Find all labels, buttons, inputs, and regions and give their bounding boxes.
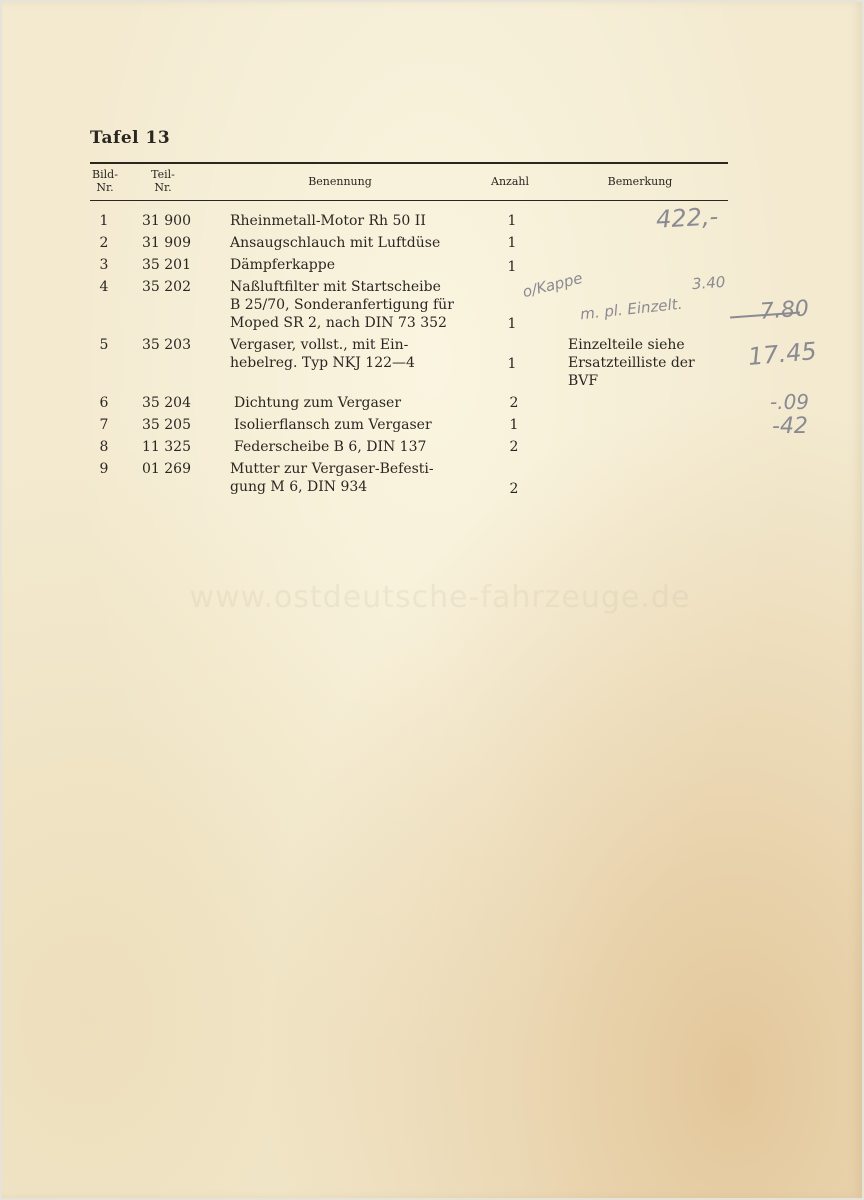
header-teil-nr: Teil- Nr. [151,168,175,194]
handwritten-note: o/Kappe [520,268,585,302]
cell-bild: 7 [99,417,109,433]
cell-anzahl: 2 [509,481,519,497]
handwritten-price: 17.45 [746,337,818,371]
cell-anzahl: 1 [509,417,519,433]
cell-anzahl: 1 [507,356,517,372]
cell-anzahl: 2 [509,439,519,455]
cell-teil: 31 900 [142,213,191,229]
cell-benennung: Dämpferkappe [230,257,336,273]
cell-benennung: Isolierflansch zum Vergaser [234,417,432,433]
cell-anzahl: 1 [507,213,517,229]
cell-anzahl: 1 [507,259,517,275]
handwritten-price: -42 [772,414,808,439]
cell-bild: 9 [99,461,109,477]
table-header-rule [90,200,728,201]
cell-teil: 01 269 [142,461,191,477]
cell-teil: 35 203 [142,337,191,353]
cell-benennung: Naßluftfilter mit Startscheibe B 25/70, Sonderanfertigung für Moped SR 2, nach DIN 73 352 [230,279,454,331]
cell-bild: 5 [99,337,109,353]
handwritten-price: 3.40 [691,272,726,294]
cell-bild: 1 [99,213,109,229]
header-anzahl: Anzahl [491,175,529,188]
watermark: www.ostdeutsche-fahrzeuge.de [189,580,691,615]
header-benennung: Benennung [308,175,372,188]
cell-benennung: Federscheibe B 6, DIN 137 [234,439,427,455]
table-top-rule [90,162,728,164]
cell-teil: 35 204 [142,395,191,411]
cell-bild: 3 [99,257,109,273]
cell-anzahl: 2 [509,395,519,411]
header-bemerkung: Bemerkung [607,175,673,188]
handwritten-price: 7.80 [759,296,810,325]
header-bild-nr: Bild- Nr. [92,168,118,194]
cell-anzahl: 1 [507,316,517,332]
cell-bild: 6 [99,395,109,411]
cell-bild: 4 [99,279,109,295]
cell-bemerkung: Einzelteile siehe Ersatzteilliste der BVF [568,337,695,389]
cell-anzahl: 1 [507,235,517,251]
handwritten-note: m. pl. Einzelt. [579,294,684,324]
cell-teil: 35 201 [142,257,191,273]
cell-teil: 35 202 [142,279,191,295]
cell-benennung: Ansaugschlauch mit Luftdüse [230,235,441,251]
cell-benennung: Mutter zur Vergaser-Befesti- gung M 6, DIN 934 [230,461,434,495]
handwritten-price: 422,- [655,202,719,234]
cell-benennung: Dichtung zum Vergaser [234,395,402,411]
cell-benennung: Vergaser, vollst., mit Ein- hebelreg. Typ NKJ 122—4 [230,337,415,371]
cell-benennung: Rheinmetall-Motor Rh 50 II [230,213,426,229]
cell-teil: 11 325 [142,439,191,455]
page-title: Tafel 13 [90,128,171,148]
cell-teil: 35 205 [142,417,191,433]
cell-bild: 2 [99,235,109,251]
cell-teil: 31 909 [142,235,191,251]
handwritten-price: -.09 [770,390,810,414]
cell-bild: 8 [99,439,109,455]
